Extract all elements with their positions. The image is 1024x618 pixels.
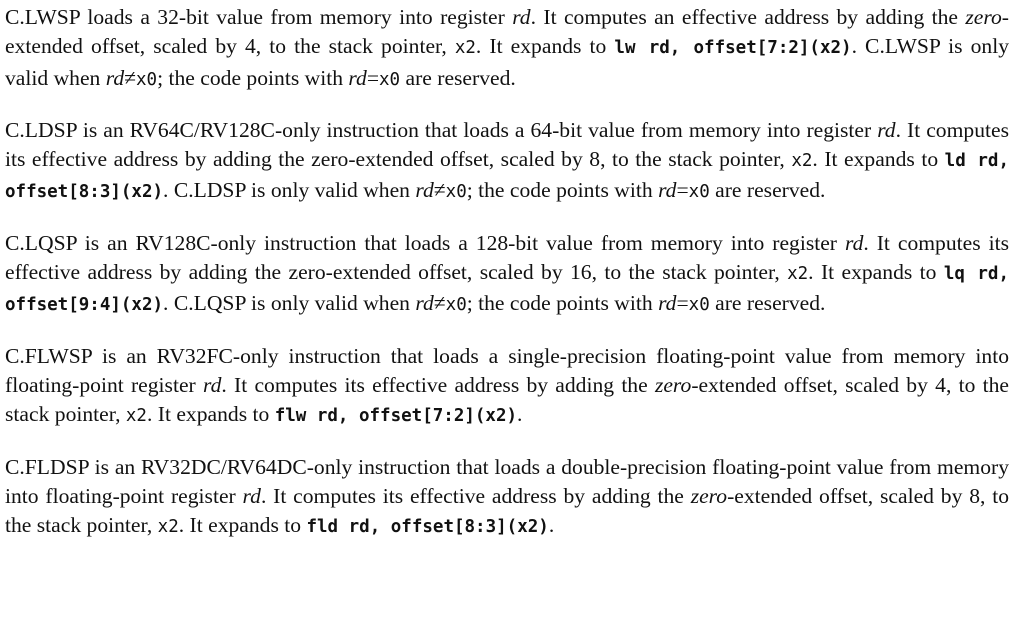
text-run: . It computes an effective address by adding the xyxy=(530,5,966,29)
register-name: x2 xyxy=(787,264,809,285)
italic-term: rd xyxy=(512,5,531,29)
italic-term: rd xyxy=(658,291,677,316)
register-name: x0 xyxy=(445,182,467,203)
text-run: ≠ xyxy=(433,291,446,316)
expansion-code: fld rd, offset[8:3](x2) xyxy=(306,517,549,538)
text-run: ; the code points with xyxy=(157,65,349,90)
text-run: . xyxy=(517,402,523,427)
expansion-code: lq rd, offset[9:4](x2) xyxy=(5,264,1010,316)
paragraph-c-fldsp xyxy=(5,453,1009,543)
text-run: are reserved. xyxy=(709,178,826,203)
text-run: . It expands to xyxy=(808,260,944,285)
text-run: . C.LDSP is only valid when xyxy=(163,178,416,203)
expansion-code: lw rd, offset[7:2](x2) xyxy=(614,38,852,59)
text-run: ; the code points with xyxy=(466,291,659,316)
register-name: x2 xyxy=(791,151,813,172)
italic-term: rd xyxy=(877,117,896,142)
text-run: . C.LWSP is only valid when xyxy=(5,34,1010,90)
text-run: C.FLWSP is an RV32FC-only instruction that loads a single-precision floating-point value from memory into floating-point register xyxy=(5,343,1009,397)
register-name: x2 xyxy=(454,38,476,59)
paragraph-c-lqsp xyxy=(5,229,1009,321)
italic-term: rd xyxy=(844,230,864,255)
text-run: . It computes its effective address by adding the zero-extended offset, scaled by 8, to the stack pointer, xyxy=(5,117,1009,172)
text-run: ; the code points with xyxy=(466,178,659,203)
register-name: x0 xyxy=(136,69,158,90)
italic-term: rd xyxy=(415,291,434,316)
text-run: ≠ xyxy=(124,65,137,90)
text-run: . It computes its effective address by adding the xyxy=(260,483,691,508)
text-run: C.LWSP loads a 32-bit value from memory into register xyxy=(5,5,513,29)
expansion-code: ld rd, offset[8:3](x2) xyxy=(5,151,1009,203)
register-name: x2 xyxy=(125,406,147,427)
italic-term: zero xyxy=(965,5,1002,29)
text-run: -extended offset, scaled by 8, to the stack pointer, xyxy=(5,483,1009,538)
italic-term: rd xyxy=(202,372,222,397)
text-run: = xyxy=(676,291,689,316)
register-name: x2 xyxy=(157,517,179,538)
register-name: x0 xyxy=(445,295,467,316)
text-run: C.FLDSP is an RV32DC/RV64DC-only instruction that loads a double-precision floating-point value from memory into floating-point register xyxy=(5,454,1009,508)
text-run: . It expands to xyxy=(812,147,945,172)
text-run: . It computes its effective address by adding the zero-extended offset, scaled by 16, to the stack pointer, xyxy=(5,230,1009,285)
register-name: x0 xyxy=(688,295,710,316)
text-run: C.LDSP is an RV64C/RV128C-only instruction that loads a 64-bit value from memory into register xyxy=(5,117,878,142)
register-name: x0 xyxy=(379,69,401,90)
text-run: . It expands to xyxy=(146,402,275,427)
text-run: . It expands to xyxy=(178,513,307,538)
italic-term: zero xyxy=(654,372,692,397)
italic-term: rd xyxy=(105,65,125,90)
register-name: x0 xyxy=(688,182,710,203)
italic-term: rd xyxy=(348,65,367,90)
text-run: = xyxy=(366,65,380,90)
paragraph-c-ldsp xyxy=(5,116,1009,208)
text-run: . It expands to xyxy=(475,34,615,59)
text-run: -extended offset, scaled by 4, to the stack pointer, xyxy=(5,372,1009,427)
italic-term: zero xyxy=(690,483,728,508)
text-run: ≠ xyxy=(433,178,446,203)
text-run: = xyxy=(676,178,689,203)
paragraph-c-lwsp xyxy=(5,3,1009,95)
text-run: are reserved. xyxy=(400,65,516,90)
italic-term: rd xyxy=(415,178,434,203)
expansion-code: flw rd, offset[7:2](x2) xyxy=(274,406,518,427)
text-run: . xyxy=(548,513,555,538)
paragraph-c-flwsp xyxy=(5,342,1009,432)
document-body xyxy=(5,3,1009,542)
italic-term: rd xyxy=(658,178,677,203)
text-run: C.LQSP is an RV128C-only instruction that loads a 128-bit value from memory into register xyxy=(5,230,845,255)
text-run: . C.LQSP is only valid when xyxy=(163,291,416,316)
text-run: -extended offset, scaled by 4, to the stack pointer, xyxy=(5,5,1009,59)
text-run: . It computes its effective address by adding the xyxy=(221,372,655,397)
italic-term: rd xyxy=(242,483,261,508)
text-run: are reserved. xyxy=(709,291,826,316)
